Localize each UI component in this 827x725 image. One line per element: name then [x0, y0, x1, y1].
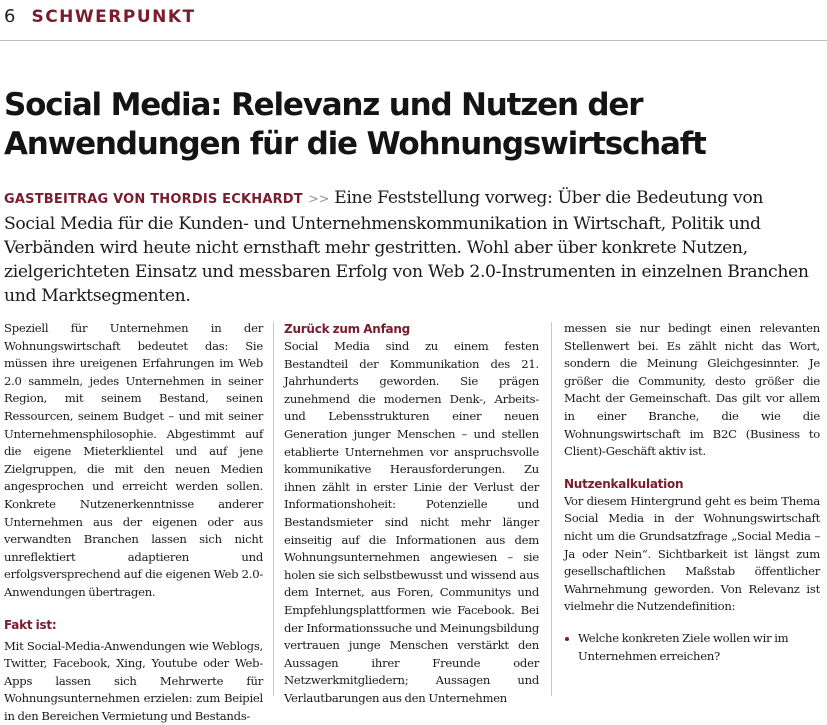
header-rule: [0, 40, 827, 41]
list-item: Welche konkreten Ziele wollen wir im Unternehmen erreichen?: [564, 630, 820, 665]
article-title: [4, 86, 819, 164]
page-number: 6: [4, 6, 15, 27]
section-label: SCHWERPUNKT: [31, 7, 195, 27]
column-1: [4, 320, 263, 725]
page-header: [4, 6, 196, 28]
col1-paragraph-2: Mit Social-Media-Anwendungen wie Weblogs, Twitter, Facebook, Xing, Youtube oder Web-Apps lassen sich Mehrwerte für Wohnungsunternehmen erzielen: zum Beipiel in den Bereichen Vermietung und Bestands-: [4, 638, 263, 725]
byline-separator: >>: [308, 192, 329, 207]
title-line-2: Anwendungen für die Wohnungswirtschaft: [4, 126, 706, 162]
lead-text: Eine Feststellung vorweg: Über die Bedeutung von Social Media für die Kunden- und Unternehmenskommunikation in Wirtschaft, Politik und Verbänden wird heute nicht ernsthaft mehr gestritten. Wohl aber über konkrete Nutzen, zielgerichteten Einsatz und messbaren Erfolg von Web 2.0-Instrumenten in einzelnen Branchen und Marktsegmenten.: [4, 188, 809, 306]
column-divider-2: [551, 322, 552, 696]
col3-paragraph-2: Vor diesem Hintergrund geht es beim Thema Social Media in der Wohnungswirtschaft nicht um die Grundsatzfrage „Social Media – Ja oder Nein“. Sichtbarkeit ist längst zum gesellschaftlichen Maßstab öffentlicher Wahrnehmung geworden. Von Relevanz ist vielmehr die Nutzendefinition:: [564, 493, 820, 616]
col1-paragraph-1: Speziell für Unternehmen in der Wohnungswirtschaft bedeutet das: Sie müssen ihre ureigenen Erfahrungen im Web 2.0 sammeln, jedes Unternehmen in seiner Region, mit seinem Bestand, seinen Ressourcen, seinem Budget – und mit seiner Unternehmensphilosophie. Abgestimmt auf die eigene Mieterklientel und auf jene Zielgruppen, die mit den neuen Medien angesprochen und erreicht werden sollen. Konkrete Nutzenerkenntnisse anderer Unternehmen aus der eigenen oder aus verwandten Branchen lassen sich nicht unreflektiert adaptieren und erfolgsversprechend auf die eigenen Web 2.0-Anwendungen übertragen.: [4, 320, 263, 602]
col2-paragraph-1: Social Media sind zu einem festen Bestandteil der Kommunikation des 21. Jahrhunderts geworden. Sie prägen zunehmend die modernen Denk-, Arbeits- und Lebensstrukturen einer neuen Generation junger Menschen – und stellen etablierte Unternehmen vor anspruchsvolle kommunikative Herausforderungen. Zu ihnen zählt in erster Linie der Verlust der Informationshoheit: Potenzielle und Bestandsmieter sind nicht mehr länger einseitig auf die Informationen aus dem Wohnungsunternehmen angewiesen – sie holen sie sich selbstbewusst und wissend aus dem Internet, aus Foren, Communitys und Empfehlungsplattformen wie Facebook. Bei der Informationssuche und Meinungsbildung vertrauen junge Menschen verstärkt den Aussagen ihrer Freunde oder Netzwerkmitgliedern; Aussagen und Verlautbarungen aus den Unternehmen: [284, 338, 539, 707]
col3-paragraph-1: messen sie nur bedingt einen relevanten Stellenwert bei. Es zählt nicht das Wort, sondern die Meinung Gleichgesinnter. Je größer die Community, desto größer die Macht der Gemeinschaft. Das gilt vor allem in einer Branche, die wie die Wohnungswirtschaft im B2C (Business to Client)-Geschäft aktiv ist.: [564, 320, 820, 461]
col3-bullet-list: [564, 630, 820, 665]
byline: GASTBEITRAG VON THORDIS ECKHARDT: [4, 192, 303, 207]
article-lead: [4, 186, 819, 308]
col2-heading: Zurück zum Anfang: [284, 320, 539, 338]
title-line-1: Social Media: Relevanz und Nutzen der: [4, 87, 642, 123]
column-2: [284, 320, 539, 707]
column-3: [564, 320, 820, 665]
col3-heading: Nutzenkalkulation: [564, 475, 820, 493]
column-divider-1: [273, 322, 274, 696]
col1-heading: Fakt ist:: [4, 616, 263, 634]
